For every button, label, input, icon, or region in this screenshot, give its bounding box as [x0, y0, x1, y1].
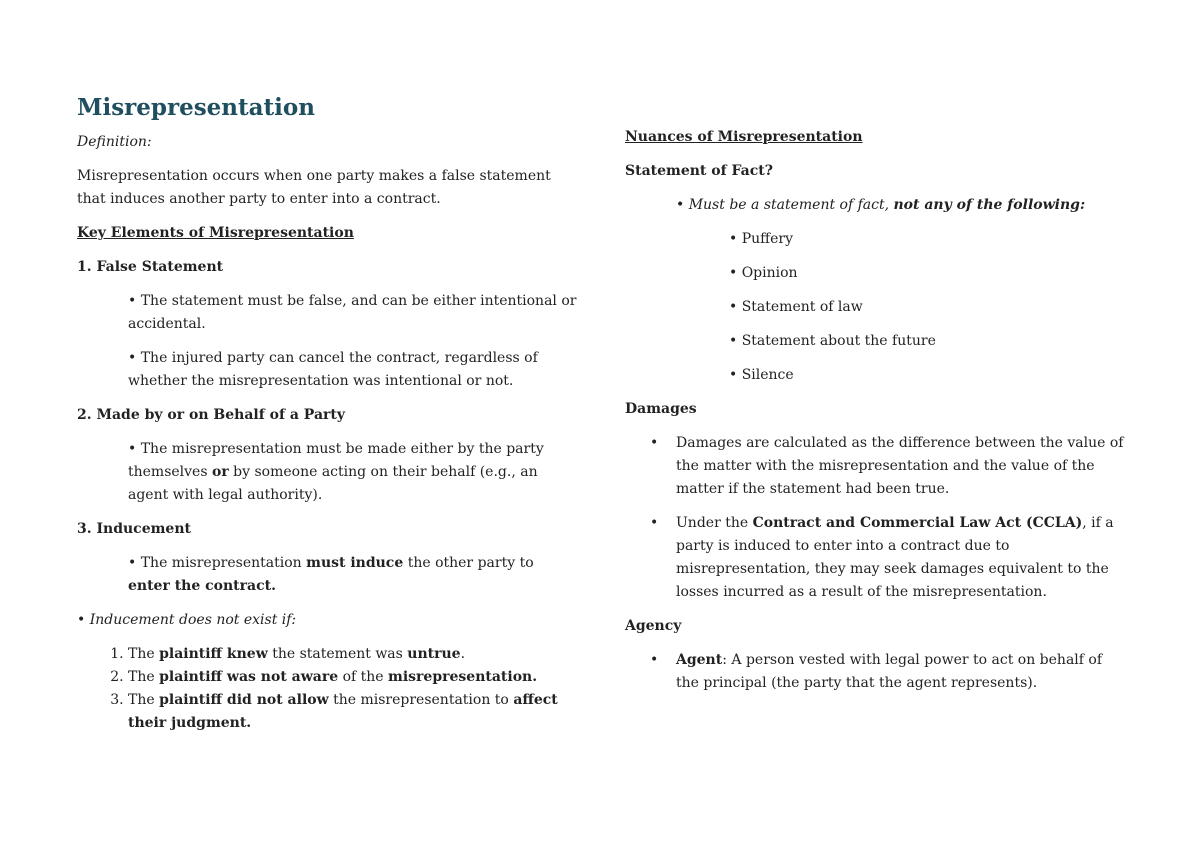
nuances-heading: Nuances of Misrepresentation [625, 129, 863, 145]
element-1-bullet-1: • The statement must be false, and can be either intentional or accidental. [128, 293, 577, 332]
element-3-heading: 3. Inducement [77, 521, 191, 537]
list-item: • Under the Contract and Commercial Law Act (CCLA), if a party is induced to enter into a contract due to misrepresentation, they may seek damages equivalent to the losses incurred as a result of the misrepresentation. [676, 512, 1125, 604]
inducement-list [77, 643, 577, 735]
list-item: • Agent: A person vested with legal power to act on behalf of the principal (the party that the agent represents). [676, 649, 1125, 695]
definition-label: Definition: [77, 134, 152, 150]
list-item: 2. The plaintiff was not aware of the misrepresentation. [128, 666, 577, 689]
fact-bullet: • Must be a statement of fact, not any of the following: [676, 197, 1086, 213]
list-item: 1. The plaintiff knew the statement was untrue. [128, 643, 577, 666]
agency-heading: Agency [625, 618, 682, 634]
list-item: • Damages are calculated as the difference between the value of the matter with the misrepresentation and the value of the matter if the statement had been true. [676, 432, 1125, 501]
element-2-bullet: • The misrepresentation must be made either by the party themselves or by someone acting on their behalf (e.g., an agent with legal authority). [128, 441, 544, 503]
left-column [77, 131, 577, 735]
list-item: • Puffery [729, 231, 793, 247]
agency-list [625, 649, 1125, 695]
damages-heading: Damages [625, 401, 697, 417]
element-1-bullet-2: • The injured party can cancel the contract, regardless of whether the misrepresentation was intentional or not. [128, 350, 538, 389]
inducement-note: • Inducement does not exist if: [77, 612, 297, 628]
element-1-heading: 1. False Statement [77, 259, 224, 275]
list-item: • Opinion [729, 265, 798, 281]
list-item: • Statement of law [729, 299, 863, 315]
right-column [625, 126, 1125, 695]
element-2-heading: 2. Made by or on Behalf of a Party [77, 407, 345, 423]
list-item: 3. The plaintiff did not allow the misrepresentation to affect their judgment. [128, 689, 577, 735]
key-elements-heading: Key Elements of Misrepresentation [77, 225, 354, 241]
definition-text: Misrepresentation occurs when one party makes a false statement that induces another party to enter into a contract. [77, 168, 551, 207]
page-title: Misrepresentation [77, 94, 315, 121]
list-item: • Statement about the future [729, 333, 936, 349]
list-item: • Silence [729, 367, 794, 383]
element-3-bullet: • The misrepresentation must induce the other party to enter the contract. [128, 555, 534, 594]
fact-heading: Statement of Fact? [625, 163, 773, 179]
damages-list [625, 432, 1125, 604]
